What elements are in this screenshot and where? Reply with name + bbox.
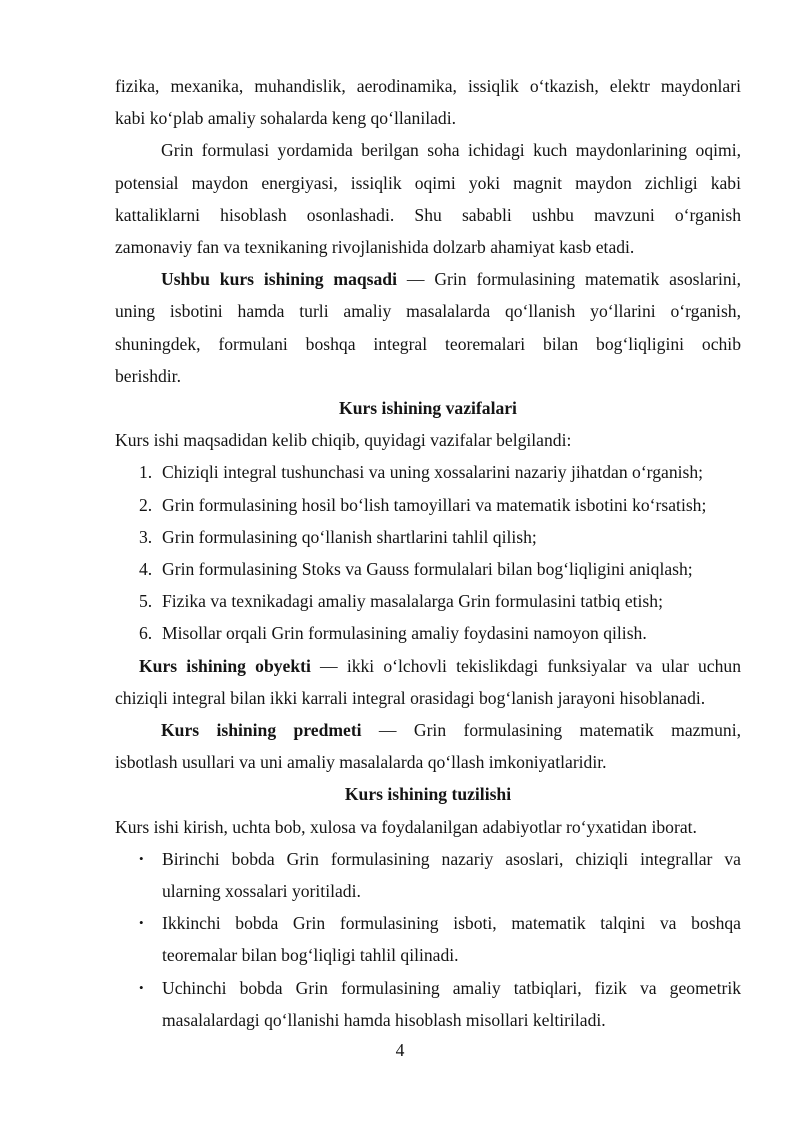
tasks-list — [115, 456, 741, 649]
bullet-icon: • — [139, 915, 144, 931]
text-line: berishdir. — [115, 365, 181, 386]
text-line: • Ikkinchi bobda Grin formulasining isboti, matematik talqini va boshqa — [115, 907, 741, 939]
text-line: ularning xossalari yoritiladi. — [162, 881, 361, 902]
chapters-list — [115, 843, 741, 1036]
text-line: teoremalar bilan bog‘liqligi tahlil qilinadi. — [162, 945, 459, 966]
text-line: Grin formulasi yordamida berilgan soha ichidagi kuch maydonlarining oqimi, — [161, 140, 741, 161]
document-page — [115, 70, 741, 1036]
list-item — [115, 907, 741, 971]
page-number: 4 — [395, 1040, 405, 1060]
text-line: • Uchinchi bobda Grin formulasining amaliy tatbiqlari, fizik va geometrik — [115, 972, 741, 1004]
text-line: uning isbotini hamda turli amaliy masalalarda qo‘llanish yo‘llarini o‘rganish, — [115, 301, 741, 322]
text-line: • Birinchi bobda Grin formulasining nazariy asoslari, chiziqli integrallar va — [115, 843, 741, 875]
section-heading-structure: Kurs ishining tuzilishi — [344, 784, 512, 805]
list-number: 4. — [139, 559, 153, 580]
section-heading-tasks: Kurs ishining vazifalari — [339, 398, 517, 419]
goal-label: Ushbu kurs ishining maqsadi — [161, 269, 397, 290]
list-number: 5. — [139, 591, 153, 612]
paragraph-subject — [115, 714, 741, 778]
object-label: Kurs ishining obyekti — [139, 655, 311, 676]
paragraph-object — [115, 650, 741, 714]
list-number: 1. — [139, 462, 153, 483]
text-line: Kurs ishining obyekti — ikki o‘lchovli tekislikdagi funksiyalar va ular uchun — [139, 655, 741, 676]
list-item: 5. Fizika va texnikadagi amaliy masalalarga Grin formulasini tatbiq etish; — [115, 585, 741, 617]
subject-label: Kurs ishining predmeti — [161, 720, 362, 741]
text-line: chiziqli integral bilan ikki karrali integral orasidagi bog‘lanish jarayoni hisoblanadi. — [115, 687, 706, 708]
tasks-intro: Kurs ishi maqsadidan kelib chiqib, quyidagi vazifalar belgilandi: — [115, 430, 572, 451]
text-line: kabi ko‘plab amaliy sohalarda keng qo‘llaniladi. — [115, 108, 457, 129]
text-line: potensial maydon energiyasi, issiqlik oqimi yoki magnit maydon zichligi kabi — [115, 172, 741, 193]
list-number: 3. — [139, 526, 153, 547]
text-line: kattaliklarni hisoblash osonlashadi. Shu sababli ushbu mavzuni o‘rganish — [115, 204, 741, 225]
list-item: 1. Chiziqli integral tushunchasi va uning xossalarini nazariy jihatdan o‘rganish; — [115, 456, 741, 488]
text-line: Kurs ishining predmeti — Grin formulasining matematik mazmuni, — [161, 720, 742, 741]
structure-intro: Kurs ishi kirish, uchta bob, xulosa va foydalanilgan adabiyotlar ro‘yxatidan iborat. — [115, 816, 697, 837]
paragraph-intro-continuation — [115, 70, 741, 134]
list-item — [115, 972, 741, 1036]
text-line: shuningdek, formulani boshqa integral teoremalari bilan bog‘liqligini ochib — [115, 333, 741, 354]
bullet-icon: • — [139, 979, 144, 995]
paragraph-green-formula-uses — [115, 134, 741, 263]
text-line: zamonaviy fan va texnikaning rivojlanishida dolzarb ahamiyat kasb etadi. — [115, 237, 635, 258]
text-line: isbotlash usullari va uni amaliy masalalarda qo‘llash imkoniyatlaridir. — [115, 752, 607, 773]
list-item: 4. Grin formulasining Stoks va Gauss formulalari bilan bog‘liqligini aniqlash; — [115, 553, 741, 585]
text-line: fizika, mexanika, muhandislik, aerodinamika, issiqlik o‘tkazish, elektr maydonlari — [115, 76, 741, 96]
list-number: 2. — [139, 494, 153, 515]
list-number: 6. — [139, 623, 153, 644]
text-line: Ushbu kurs ishining maqsadi — Grin formulasining matematik asoslarini, — [161, 269, 741, 290]
list-item: 2. Grin formulasining hosil bo‘lish tamoyillari va matematik isbotini ko‘rsatish; — [115, 489, 741, 521]
paragraph-goal — [115, 263, 741, 392]
bullet-icon: • — [139, 850, 144, 866]
list-item — [115, 843, 741, 907]
text-line: masalalardagi qo‘llanishi hamda hisoblash misollari keltiriladi. — [162, 1009, 606, 1030]
list-item: 6. Misollar orqali Grin formulasining amaliy foydasini namoyon qilish. — [115, 617, 741, 649]
list-item: 3. Grin formulasining qo‘llanish shartlarini tahlil qilish; — [115, 521, 741, 553]
